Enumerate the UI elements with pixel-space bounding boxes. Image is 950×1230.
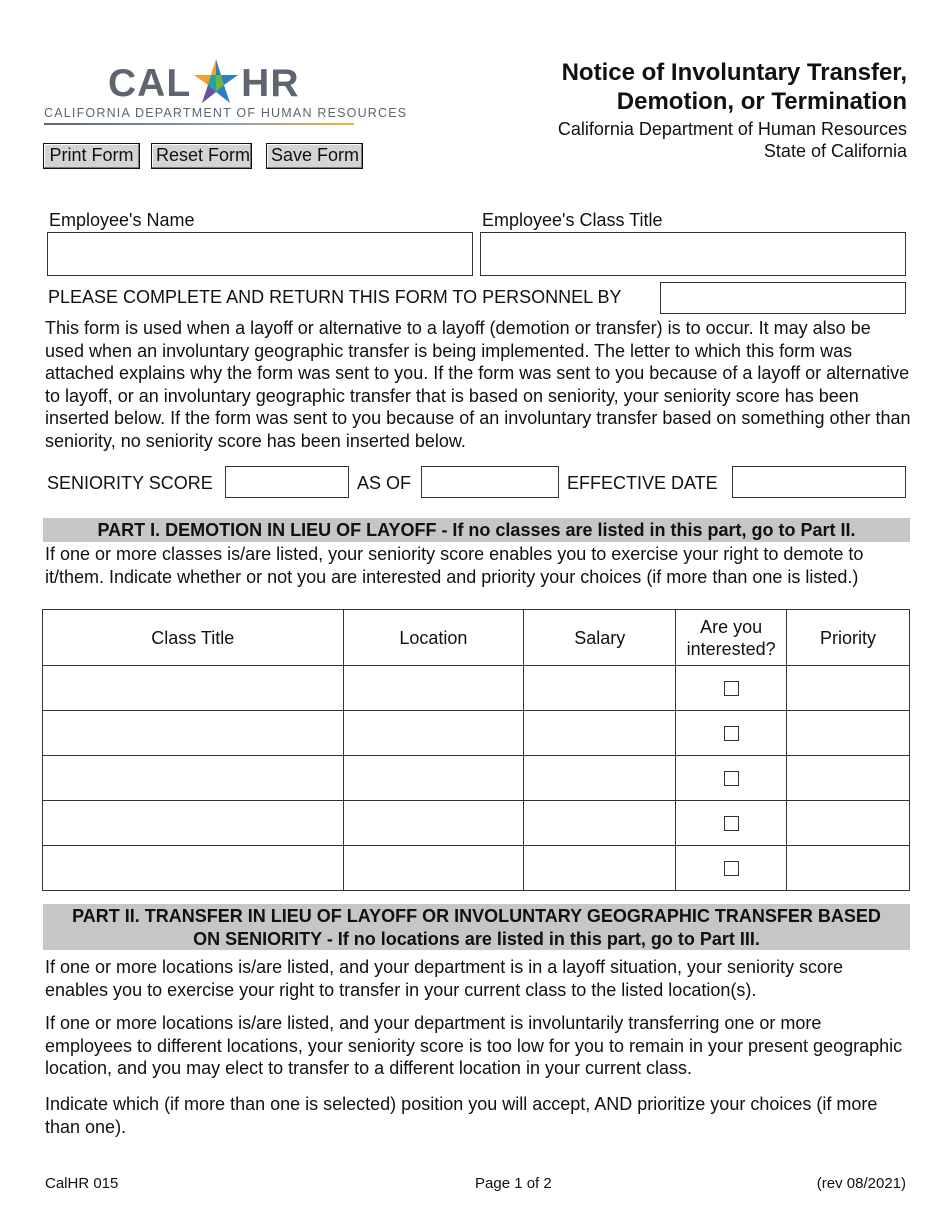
salary-cell[interactable] — [524, 801, 676, 846]
priority-cell[interactable] — [787, 801, 910, 846]
return-by-date-input[interactable] — [660, 282, 906, 314]
salary-cell[interactable] — [524, 756, 676, 801]
demotion-options-table — [42, 609, 910, 891]
salary-cell[interactable] — [524, 846, 676, 891]
as-of-date-input[interactable] — [421, 466, 559, 498]
page-number: Page 1 of 2 — [475, 1175, 552, 1192]
table-row — [43, 846, 910, 891]
state-name: State of California — [763, 141, 907, 161]
class-title-cell[interactable] — [43, 711, 344, 756]
logo-underline — [44, 123, 354, 125]
interested-checkbox[interactable] — [724, 726, 739, 741]
table-row — [43, 801, 910, 846]
logo-hr-text: HR — [241, 62, 300, 105]
class-title-cell[interactable] — [43, 666, 344, 711]
interested-cell — [676, 666, 787, 711]
table-row — [43, 711, 910, 756]
part2-heading — [43, 904, 910, 950]
department-name: California Department of Human Resources — [557, 119, 907, 139]
logo-cal-text: CAL — [108, 62, 192, 105]
print-form-button[interactable]: Print Form — [43, 143, 140, 169]
employee-name-label: Employee's Name — [49, 210, 195, 230]
class-title-input[interactable] — [480, 232, 906, 276]
form-title — [562, 58, 907, 116]
table-row — [43, 666, 910, 711]
col-header-priority: Priority — [787, 610, 910, 666]
as-of-label: AS OF — [357, 473, 412, 493]
effective-date-label: EFFECTIVE DATE — [567, 473, 718, 493]
seniority-score-input[interactable] — [225, 466, 349, 498]
priority-cell[interactable] — [787, 666, 910, 711]
title-line-1: Notice of Involuntary Transfer, — [561, 59, 907, 86]
employee-name-input[interactable] — [47, 232, 473, 276]
star-logo-icon — [188, 57, 244, 107]
salary-cell[interactable] — [524, 711, 676, 756]
interested-checkbox[interactable] — [724, 771, 739, 786]
part1-heading: PART I. DEMOTION IN LIEU OF LAYOFF - If no classes are listed in this part, go to Part II. — [43, 518, 910, 542]
form-id: CalHR 015 — [45, 1175, 119, 1192]
interested-cell — [676, 756, 787, 801]
table-row — [43, 756, 910, 801]
logo-tagline: CALIFORNIA DEPARTMENT OF HUMAN RESOURCES — [44, 106, 408, 120]
effective-date-input[interactable] — [732, 466, 906, 498]
location-cell[interactable] — [343, 801, 524, 846]
part2-paragraph-2: If one or more locations is/are listed, and your department is involuntarily transferring one or more employees to different locations, your seniority score is too low for you to remain in your present geographic location, and you may elect to transfer to a different location in your current class. — [45, 1013, 903, 1078]
intro-paragraph: This form is used when a layoff or alternative to a layoff (demotion or transfer) is to occur. It may also be used when an involuntary geographic transfer is being implemented. The letter to which this form was attached explains why the form was sent to you. If the form was sent to you because of a layoff or alternative to layoff, or an involuntary geographic transfer that is based on seniority, your seniority score has been inserted below. If the form was sent to you because of an involuntary transfer based on something other than seniority, no seniority score has been inserted below. — [45, 318, 911, 451]
interested-checkbox[interactable] — [724, 861, 739, 876]
class-title-cell[interactable] — [43, 801, 344, 846]
location-cell[interactable] — [343, 711, 524, 756]
class-title-cell[interactable] — [43, 756, 344, 801]
title-line-2: Demotion, or Termination — [616, 88, 907, 115]
part2-paragraph-3: Indicate which (if more than one is selected) position you will accept, AND prioritize your choices (if more than one). — [45, 1094, 878, 1137]
location-cell[interactable] — [343, 756, 524, 801]
interested-cell — [676, 801, 787, 846]
class-title-label: Employee's Class Title — [482, 210, 663, 230]
interested-cell — [676, 711, 787, 756]
revision-date: (rev 08/2021) — [816, 1175, 906, 1192]
form-issuer — [558, 118, 907, 162]
interested-cell — [676, 846, 787, 891]
save-form-button[interactable]: Save Form — [266, 143, 363, 169]
col-header-class-title: Class Title — [43, 610, 344, 666]
interested-checkbox[interactable] — [724, 816, 739, 831]
part1-instructions: If one or more classes is/are listed, your seniority score enables you to exercise your right to demote to it/them. Indicate whether or not you are interested and priority your choices (if more than one is listed.) — [45, 544, 864, 587]
location-cell[interactable] — [343, 666, 524, 711]
interested-checkbox[interactable] — [724, 681, 739, 696]
return-by-label: PLEASE COMPLETE AND RETURN THIS FORM TO PERSONNEL BY — [48, 287, 622, 307]
priority-cell[interactable] — [787, 711, 910, 756]
seniority-score-label: SENIORITY SCORE — [47, 473, 213, 493]
priority-cell[interactable] — [787, 756, 910, 801]
priority-cell[interactable] — [787, 846, 910, 891]
col-header-salary: Salary — [524, 610, 676, 666]
part2-heading-line-2: ON SENIORITY - If no locations are listed in this part, go to Part III. — [193, 928, 760, 949]
class-title-cell[interactable] — [43, 846, 344, 891]
reset-form-button[interactable]: Reset Form — [151, 143, 252, 169]
salary-cell[interactable] — [524, 666, 676, 711]
location-cell[interactable] — [343, 846, 524, 891]
part2-heading-line-1: PART II. TRANSFER IN LIEU OF LAYOFF OR INVOLUNTARY GEOGRAPHIC TRANSFER BASED — [72, 906, 881, 926]
col-header-interested: Are you interested? — [676, 610, 787, 666]
table-header-row — [43, 610, 910, 666]
col-header-location: Location — [343, 610, 524, 666]
part2-paragraph-1: If one or more locations is/are listed, and your department is in a layoff situation, your seniority score enables you to exercise your right to transfer in your current class to the listed location(s). — [45, 957, 844, 1000]
